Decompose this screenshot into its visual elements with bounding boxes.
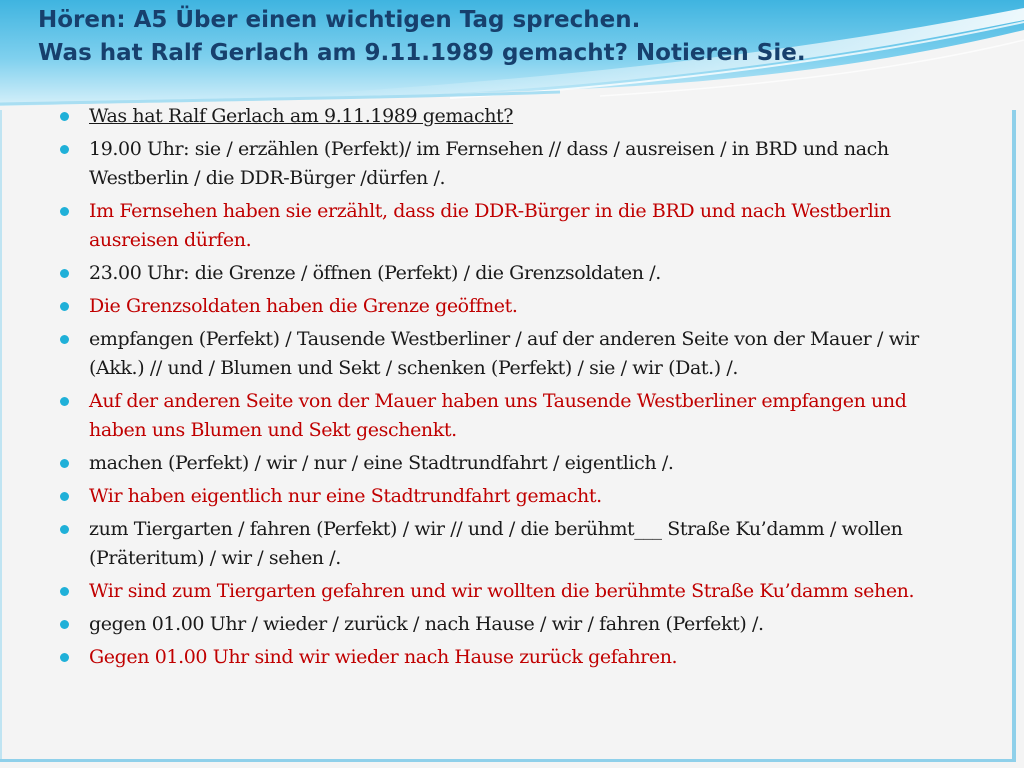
item-text: Auf der anderen Seite von der Mauer haben uns Tausende Westberliner empfangen und haben uns Blumen und Sekt geschenkt. xyxy=(89,390,907,441)
title-line-2: Was hat Ralf Gerlach am 9.11.1989 gemacht? Notieren Sie. xyxy=(38,40,806,66)
bullet-icon xyxy=(60,459,69,468)
bullet-icon xyxy=(60,492,69,501)
answer-item xyxy=(60,292,960,321)
bullet-icon xyxy=(60,302,69,311)
answer-item xyxy=(60,643,960,672)
answer-item xyxy=(60,577,960,606)
slide-title xyxy=(38,4,998,70)
frame-bottom-border xyxy=(0,759,1016,762)
item-text: 19.00 Uhr: sie / erzählen (Perfekt)/ im Fernsehen // dass / ausreisen / in BRD und nach Westberlin / die DDR-Bürger /dürfen /. xyxy=(89,138,889,189)
frame-right-border xyxy=(1012,110,1016,760)
bullet-icon xyxy=(60,335,69,344)
item-text: Im Fernsehen haben sie erzählt, dass die DDR-Bürger in die BRD und nach Westberlin ausreisen dürfen. xyxy=(89,200,891,251)
bullet-list xyxy=(60,102,960,676)
item-text: empfangen (Perfekt) / Tausende Westberliner / auf der anderen Seite von der Mauer / wir (Akk.) // und / Blumen und Sekt / schenken (Perfekt) / sie / wir (Dat.) /. xyxy=(89,328,919,379)
item-text: Gegen 01.00 Uhr sind wir wieder nach Hause zurück gefahren. xyxy=(89,646,678,668)
answer-item xyxy=(60,197,960,255)
prompt-item xyxy=(60,135,960,193)
item-text: Was hat Ralf Gerlach am 9.11.1989 gemacht? xyxy=(89,105,514,127)
item-text: Wir sind zum Tiergarten gefahren und wir wollten die berühmte Straße Ku’damm sehen. xyxy=(89,580,915,602)
item-text: 23.00 Uhr: die Grenze / öffnen (Perfekt) / die Grenzsoldaten /. xyxy=(89,262,661,284)
answer-item xyxy=(60,387,960,445)
item-text: gegen 01.00 Uhr / wieder / zurück / nach Hause / wir / fahren (Perfekt) /. xyxy=(89,613,764,635)
bullet-icon xyxy=(60,207,69,216)
bullet-icon xyxy=(60,145,69,154)
bullet-icon xyxy=(60,112,69,121)
item-text: machen (Perfekt) / wir / nur / eine Stadtrundfahrt / eigentlich /. xyxy=(89,452,674,474)
frame-left-border xyxy=(0,110,2,760)
answer-item xyxy=(60,482,960,511)
prompt-item xyxy=(60,259,960,288)
bullet-icon xyxy=(60,653,69,662)
question-item xyxy=(60,102,960,131)
bullet-icon xyxy=(60,620,69,629)
prompt-item xyxy=(60,515,960,573)
bullet-icon xyxy=(60,269,69,278)
bullet-icon xyxy=(60,587,69,596)
bullet-icon xyxy=(60,525,69,534)
bullet-icon xyxy=(60,397,69,406)
item-text: Wir haben eigentlich nur eine Stadtrundfahrt gemacht. xyxy=(89,485,602,507)
item-text: zum Tiergarten / fahren (Perfekt) / wir // und / die berühmt___ Straße Ku’damm / wollen (Präteritum) / wir / sehen /. xyxy=(89,518,903,569)
item-text: Die Grenzsoldaten haben die Grenze geöffnet. xyxy=(89,295,518,317)
prompt-item xyxy=(60,325,960,383)
prompt-item xyxy=(60,449,960,478)
prompt-item xyxy=(60,610,960,639)
title-line-1: Hören: A5 Über einen wichtigen Tag sprechen. xyxy=(38,7,641,33)
